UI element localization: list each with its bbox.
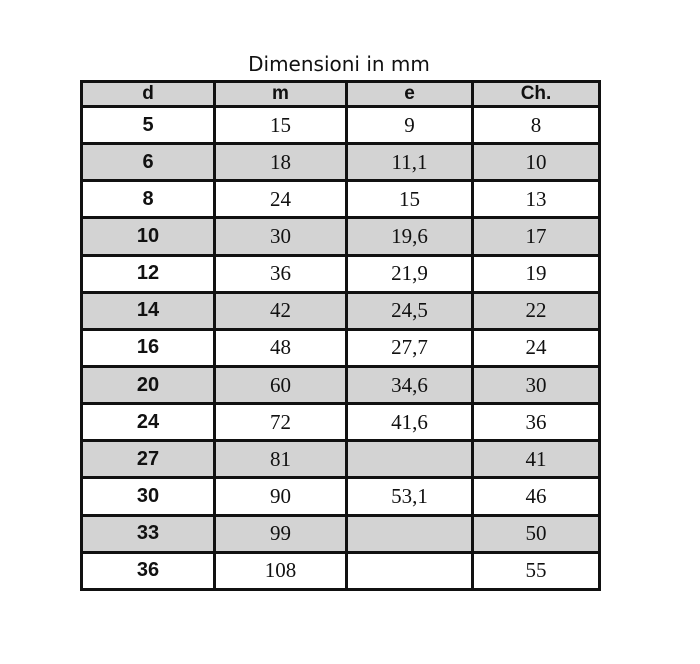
cell-e: 24,5 <box>347 292 473 329</box>
cell-ch: 19 <box>473 255 600 292</box>
header-m: m <box>215 82 347 107</box>
cell-e: 19,6 <box>347 218 473 255</box>
cell-d: 36 <box>82 552 215 589</box>
cell-ch: 46 <box>473 478 600 515</box>
cell-e: 9 <box>347 107 473 144</box>
header-d: d <box>82 82 215 107</box>
cell-e <box>347 441 473 478</box>
cell-m: 90 <box>215 478 347 515</box>
cell-e <box>347 552 473 589</box>
cell-m: 60 <box>215 366 347 403</box>
cell-d: 10 <box>82 218 215 255</box>
cell-m: 30 <box>215 218 347 255</box>
table-row <box>82 441 600 478</box>
cell-d: 16 <box>82 329 215 366</box>
cell-ch: 55 <box>473 552 600 589</box>
dimensions-table <box>80 80 601 591</box>
cell-e: 15 <box>347 181 473 218</box>
cell-m: 72 <box>215 404 347 441</box>
cell-d: 20 <box>82 366 215 403</box>
cell-m: 108 <box>215 552 347 589</box>
cell-ch: 22 <box>473 292 600 329</box>
table-row <box>82 366 600 403</box>
cell-e <box>347 515 473 552</box>
table-row <box>82 255 600 292</box>
table-row <box>82 292 600 329</box>
cell-e: 27,7 <box>347 329 473 366</box>
cell-ch: 41 <box>473 441 600 478</box>
cell-ch: 17 <box>473 218 600 255</box>
cell-m: 42 <box>215 292 347 329</box>
table-row <box>82 552 600 589</box>
cell-e: 34,6 <box>347 366 473 403</box>
cell-d: 14 <box>82 292 215 329</box>
cell-ch: 10 <box>473 144 600 181</box>
cell-ch: 13 <box>473 181 600 218</box>
table-row <box>82 478 600 515</box>
table-row <box>82 404 600 441</box>
header-e: e <box>347 82 473 107</box>
header-ch: Ch. <box>473 82 600 107</box>
cell-ch: 8 <box>473 107 600 144</box>
cell-ch: 30 <box>473 366 600 403</box>
cell-e: 11,1 <box>347 144 473 181</box>
table-row <box>82 218 600 255</box>
cell-ch: 36 <box>473 404 600 441</box>
cell-m: 36 <box>215 255 347 292</box>
cell-m: 24 <box>215 181 347 218</box>
cell-m: 99 <box>215 515 347 552</box>
cell-m: 15 <box>215 107 347 144</box>
cell-e: 41,6 <box>347 404 473 441</box>
table-row <box>82 144 600 181</box>
header-row <box>82 82 600 107</box>
table-body <box>82 107 600 590</box>
cell-d: 5 <box>82 107 215 144</box>
cell-d: 27 <box>82 441 215 478</box>
table-row <box>82 515 600 552</box>
cell-ch: 24 <box>473 329 600 366</box>
table-row <box>82 107 600 144</box>
cell-m: 81 <box>215 441 347 478</box>
cell-d: 33 <box>82 515 215 552</box>
cell-d: 6 <box>82 144 215 181</box>
cell-d: 24 <box>82 404 215 441</box>
cell-d: 12 <box>82 255 215 292</box>
table-row <box>82 329 600 366</box>
cell-e: 53,1 <box>347 478 473 515</box>
table-row <box>82 181 600 218</box>
cell-e: 21,9 <box>347 255 473 292</box>
cell-m: 48 <box>215 329 347 366</box>
table-caption: Dimensioni in mm <box>248 52 430 76</box>
cell-d: 30 <box>82 478 215 515</box>
cell-m: 18 <box>215 144 347 181</box>
cell-d: 8 <box>82 181 215 218</box>
cell-ch: 50 <box>473 515 600 552</box>
